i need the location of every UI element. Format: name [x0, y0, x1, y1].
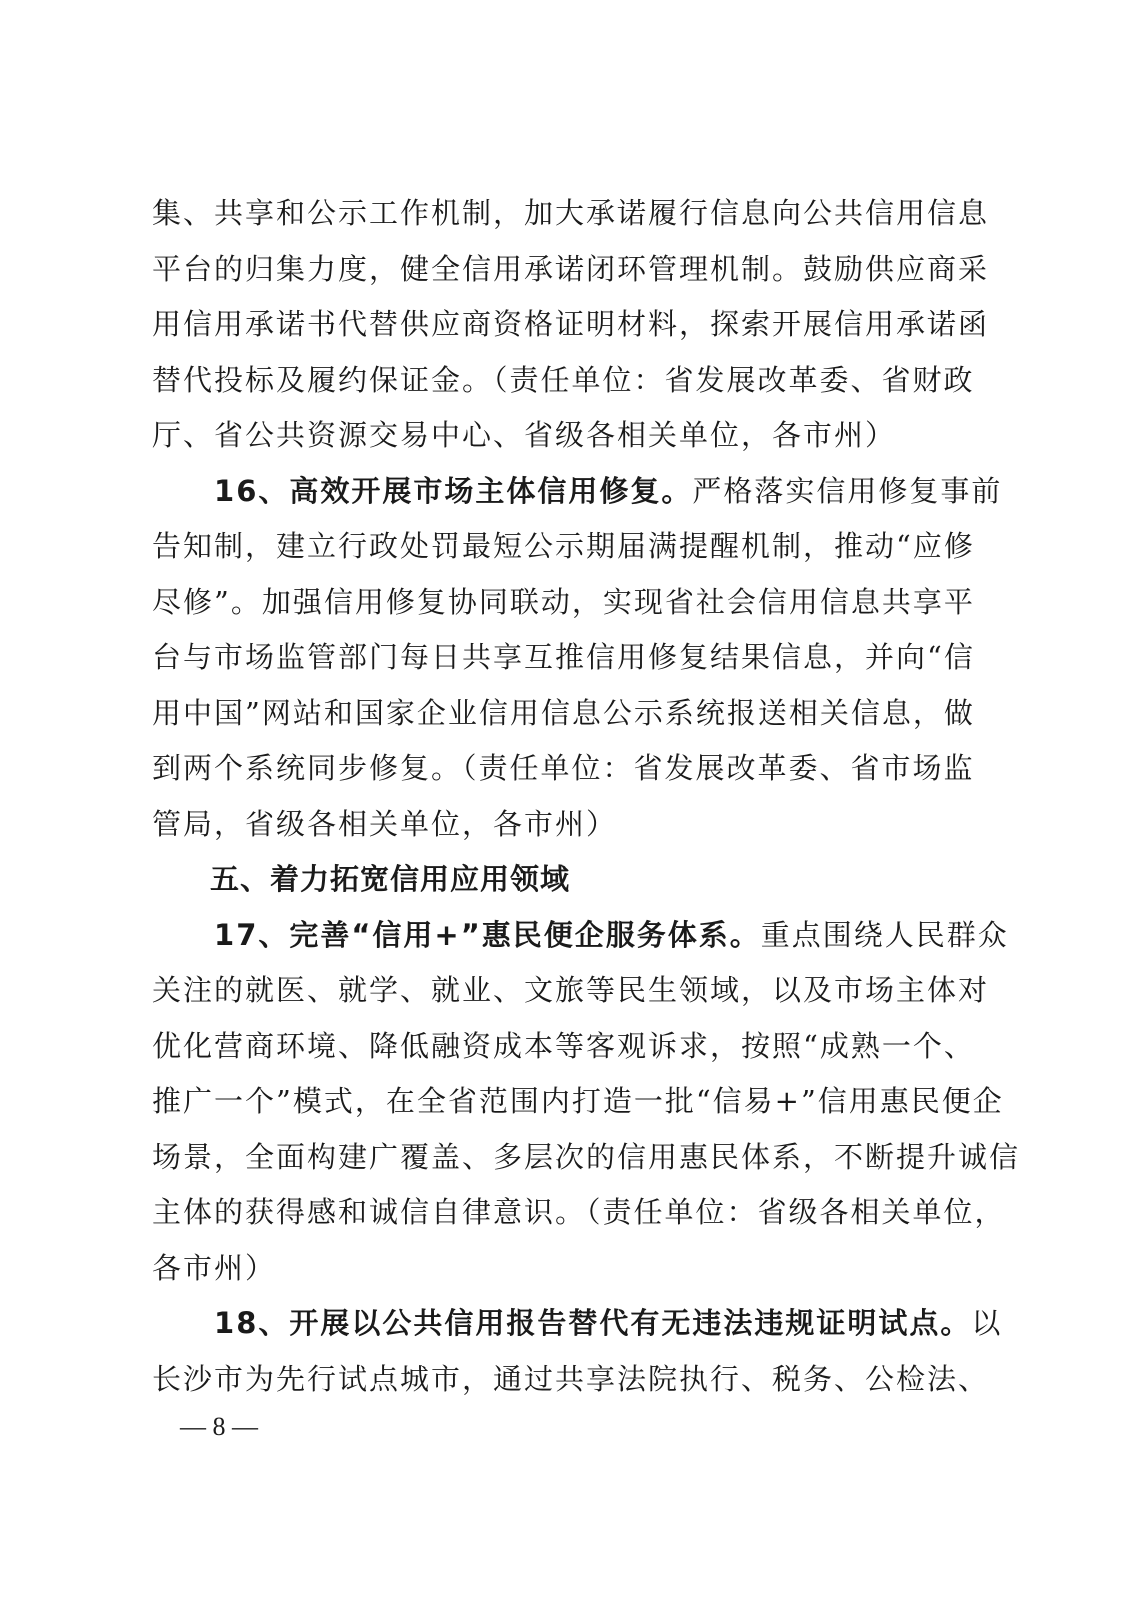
item-16-text: 严格落实信用修复事前 [692, 473, 1003, 508]
text-line: 场景，全面构建广覆盖、多层次的信用惠民体系，不断提升诚信 [152, 1139, 1021, 1174]
text-line: 尽修”。加强信用修复协同联动，实现省社会信用信息共享平 [152, 584, 975, 619]
text-line: 主体的获得感和诚信自律意识。（责任单位：省级各相关单位， [152, 1195, 1006, 1229]
text-line: 告知制，建立行政处罚最短公示期届满提醒机制，推动“应修 [152, 529, 975, 563]
paragraph-18 [152, 1296, 1003, 1407]
text-line: 厅、省公共资源交易中心、省级各相关单位，各市州） [152, 418, 897, 452]
text-line: 平台的归集力度，健全信用承诺闭环管理机制。鼓励供应商采 [152, 251, 990, 286]
text-line-first [152, 908, 1009, 964]
page-number: — 8 — [180, 1412, 258, 1441]
item-18-title: 18、开展以公共信用报告替代有无违法违规证明试点。 [214, 1306, 972, 1340]
paragraph-16 [152, 464, 1003, 853]
text-line: 推广一个”模式，在全省范围内打造一批“信易+”信用惠民便企 [152, 1084, 1004, 1118]
text-line: 用信用承诺书代替供应商资格证明材料，探索开展信用承诺函 [152, 307, 990, 341]
text-line-first [152, 464, 1003, 520]
text-line: 替代投标及履约保证金。（责任单位：省发展改革委、省财政 [152, 362, 975, 397]
paragraph-17 [152, 908, 1021, 1297]
text-line: 管局，省级各相关单位，各市州） [152, 806, 618, 841]
text-line: 各市州） [152, 1250, 277, 1285]
document-body [152, 186, 1021, 1407]
text-line-first [152, 1296, 1003, 1352]
text-line: 集、共享和公示工作机制，加大承诺履行信息向公共信用信息 [152, 196, 990, 230]
text-line: 优化营商环境、降低融资成本等客观诉求，按照“成熟一个、 [152, 1028, 975, 1063]
text-line: 用中国”网站和国家企业信用信息公示系统报送相关信息，做 [152, 695, 975, 730]
item-16-title: 16、高效开展市场主体信用修复。 [214, 473, 693, 508]
paragraph-15-continuation [152, 186, 990, 464]
item-17-title: 17、完善“信用+”惠民便企服务体系。 [214, 917, 761, 952]
section-heading: 五、着力拓宽信用应用领域 [210, 862, 571, 896]
text-line: 台与市场监管部门每日共享互推信用修复结果信息，并向“信 [152, 640, 975, 674]
text-line: 到两个系统同步修复。（责任单位：省发展改革委、省市场监 [152, 751, 975, 785]
item-18-text: 以 [971, 1306, 1003, 1340]
text-line: 长沙市为先行试点城市，通过共享法院执行、税务、公检法、 [152, 1361, 990, 1396]
text-line: 关注的就医、就学、就业、文旅等民生领域，以及市场主体对 [152, 973, 990, 1007]
item-17-text: 重点围绕人民群众 [760, 917, 1009, 952]
